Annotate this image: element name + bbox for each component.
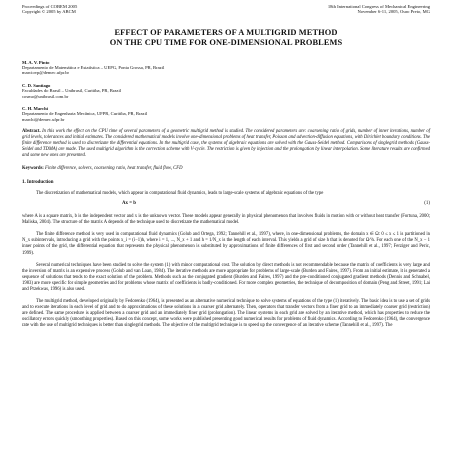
header-congress: 18th International Congress of Mechanical Engineering bbox=[327, 4, 430, 9]
author-affiliation: Departamento de Matemática e Estatística – UEPG, Ponta Grossa, PR, Brazil bbox=[22, 65, 165, 70]
paper-title-line-2: ON THE CPU TIME FOR ONE-DIMENSIONAL PROBLEMS bbox=[109, 38, 343, 47]
abstract-label: Abstract. bbox=[22, 129, 41, 135]
keywords-label: Keywords: bbox=[22, 166, 44, 172]
keywords bbox=[22, 166, 430, 172]
paragraph: The discretization of mathematical models, which appear in computational fluid dynamics, leads to large-scale systems of algebraic equations of the type bbox=[36, 191, 324, 197]
paragraph: The finite difference method is very used in computational fluid dynamics (Golub and Ortega, 1992; Tannehill et al., 1997), where, in one-dimensional problems, the domain x ∈ Ω: 0 ≤ x ≤ 1 is partitioned in N_x subintervals, introducing a grid with the points x_i = (i−1)h, where i = 1, ..., N_x + 1 and h = 1/N_x is the length of each interval. This yields a grid of size h that is denoted for Ω^h. For each one of the N_x − 1 inner points of the grid, the differential equation that represents the physical phenomenon is substituted by approximations of finite differences of first and second order (Tannehill et al., 1997; Ferziger and Peric, 1999). bbox=[22, 232, 430, 256]
abstract bbox=[22, 129, 430, 159]
paragraph: where A is a square matrix, b is the independent vector and x is the unknown vector. These models appear generally in physical phenomenon that involves fluids in motion with or without heat transfer (Fortuna, 2000; Maliska, 2004). The structure of the matrix A depends of the technique used to discretizate the mathematical model. bbox=[22, 214, 430, 226]
equation-1 bbox=[22, 200, 430, 208]
keywords-text: Finite difference, solvers, coarsening ratio, heat transfer, fluid flow, CFD bbox=[45, 166, 183, 172]
paragraph: Several numerical techniques have been studied to solve the system (1) with minor computational cost. The solution by direct methods is not recommendable because the matrix of coefficients is very large and the inversion of matrix is an expensive process (Golub and van Loan, 1984). The iterative methods are more appropriate for problems of large-scale (Burden and Faires, 1997). From an initial estimate, it is generated a sequence of solutions that tends to the exact solution of the problem. Methods such as the conjugated gradient (Burden and Faires, 1997) and the pre-conditioned conjugated gradient methods (Dennis and Schnabel, 1983) are more specific for simple geometries and for problems whose matrix of coefficients is badly-conditioned. For more complex geometries, the technique of decomposition of domain (Peng and Street, 1991; Lai and Przekwas, 1996) is also used. bbox=[22, 262, 430, 292]
paper-title bbox=[22, 28, 430, 47]
author-email: cosmo@unibrasil.com.br bbox=[22, 93, 69, 99]
section-heading: 1. Introduction bbox=[22, 180, 54, 186]
author-email: marchi@demec.ufpr.br bbox=[22, 116, 65, 122]
author-affiliation: Departamento de Engenharia Mecânica, UFPR, Curitiba, PR, Brazil bbox=[22, 111, 148, 117]
paper-title-line-1: EFFECT OF PARAMETERS OF A MULTIGRID METHOD bbox=[114, 28, 338, 38]
abstract-text: In this work the effect on the CPU time of several parameters of a geometric multigrid method is studied. The considered parameters are: coarsening ratio of grids, number of inner iterations, number of grid levels, tolerances and initial estimates. The considered mathematical models involve one-dimensional problems of heat transfer, Poisson and advection-diffusion equations, with Dirichlet boundary conditions. The finite difference method is used to discretizate the differential equations. In the multigrid case, the systems of algebraic equations are solved with the Gauss-Seidel method. Comparisons of singlegrid methods (Gauss-Seidel and TDMA) are made. The used multigrid algorithm is the correction scheme with V-cycle. The restriction is given by injection and the prolongation by linear interpolation. Some literature results are confirmed and some new ones are presented. bbox=[22, 129, 430, 159]
paragraph: The multigrid method, developed originally by Fedorenko (1964), is presented as an alternative numerical technique to solve systems of equations of the type (1) iteratively. The basic idea is to use a set of grids and to execute iterations in each level of grid and to do approximations of these solutions in a coarser grid alternately. Then, operators that transfer vectors from a finer grid to an immediately coarser grid (restriction) are defined. The same procedure is applied between a coarser grid and an immediately finer grid (prolongation). The linear systems in each grid are solved by an iterative method, which has properties to reduce the oscillatory errors quickly (smoothing properties). Based on this concept, some works were published presenting good numerical results for problems of fluid dynamics. According to Fedorenko (1964), the convergence rate with the use of multigrid techniques is better than singlegrid methods. The objective of the multigrid technique is to speed up the convergence of an iterative scheme (Tannehill et al., 1997). The bbox=[22, 298, 430, 328]
author-email: marciovp@demec.ufpr.br bbox=[22, 70, 70, 76]
author-name: C. D. Santiago bbox=[22, 82, 51, 88]
equation-text: Ax = b bbox=[122, 201, 136, 207]
authors bbox=[22, 60, 430, 123]
header-right bbox=[328, 4, 430, 14]
author-name: C. H. Marchi bbox=[22, 106, 48, 112]
author-affiliation: Faculdades do Brasil – Unibrasil, Curitiba, PR, Brazil bbox=[22, 88, 122, 94]
header-copyright: Copyright © 2005 by ABCM bbox=[22, 9, 76, 15]
author-name: M. A. V. Pinto bbox=[22, 59, 50, 65]
header-left bbox=[22, 4, 77, 14]
equation-number: (1) bbox=[424, 201, 430, 207]
header-dates: November 6-11, 2005, Ouro Preto, MG bbox=[357, 9, 430, 15]
header-proceedings: Proceedings of COBEM 2005 bbox=[22, 4, 78, 9]
running-header bbox=[22, 4, 430, 14]
